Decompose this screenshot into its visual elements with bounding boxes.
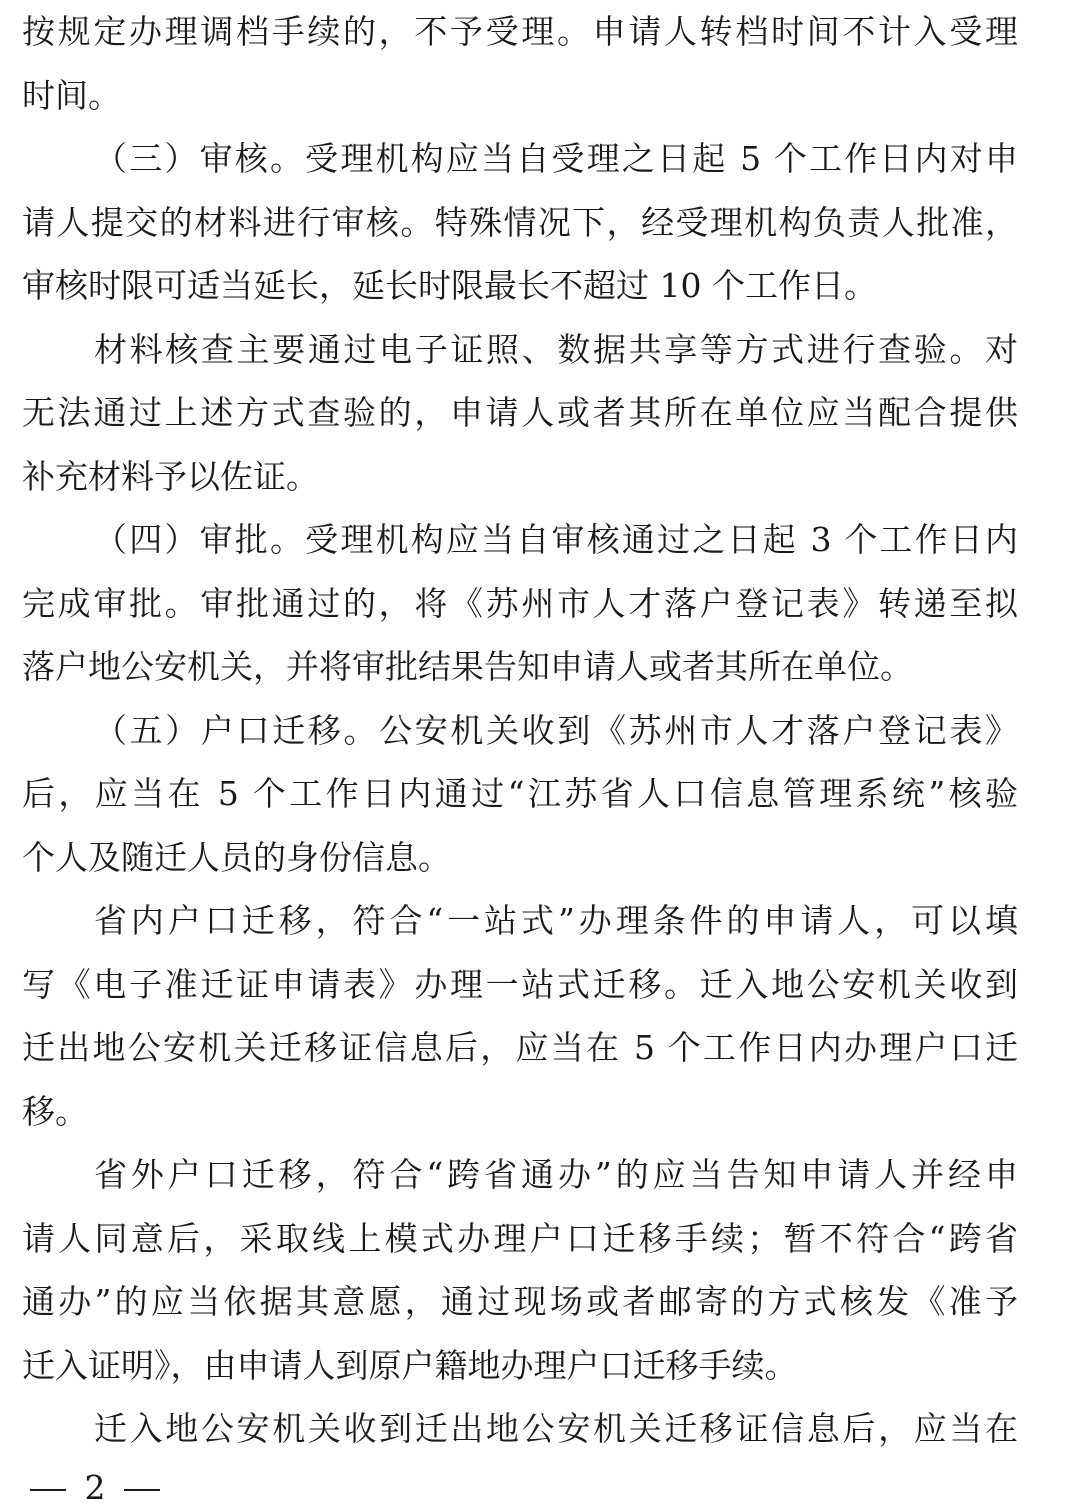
document-body xyxy=(22,0,1018,1461)
text-line: 补充材料予以佐证。 xyxy=(22,456,319,496)
text-line: 迁入地公安机关收到迁出地公安机关迁移证信息后，应当在 xyxy=(94,1409,1018,1448)
left-dash xyxy=(30,1489,66,1491)
text-line: （五）户口迁移。公安机关收到《苏州市人才落户登记表》 xyxy=(94,710,1018,750)
text-line: 无法通过上述方式查验的，申请人或者其所在单位应当配合提供 xyxy=(22,393,1018,432)
text-line: （四）审批。受理机构应当自审核通过之日起 3 个工作日内 xyxy=(94,520,1018,559)
text-line: 审核时限可适当延长，延长时限最长不超过 10 个工作日。 xyxy=(22,266,877,305)
text-line: 请人提交的材料进行审核。特殊情况下，经受理机构负责人批准， xyxy=(22,202,1018,242)
page-footer xyxy=(22,1466,168,1510)
text-line: 迁入证明》，由申请人到原户籍地办理户口迁移手续。 xyxy=(22,1345,798,1385)
text-line: 移。 xyxy=(22,1091,88,1131)
right-dash xyxy=(124,1489,160,1491)
text-line: 材料核查主要通过电子证照、数据共享等方式进行查验。对 xyxy=(94,329,1018,369)
text-line: 时间。 xyxy=(22,75,121,115)
page-number: 2 xyxy=(84,1468,106,1507)
text-line: （三）审核。受理机构应当自受理之日起 5 个工作日内对申 xyxy=(94,139,1018,178)
text-line: 写《电子准迁证申请表》办理一站式迁移。迁入地公安机关收到 xyxy=(22,964,1018,1004)
text-line: 按规定办理调档手续的，不予受理。申请人转档时间不计入受理 xyxy=(22,12,1018,51)
text-line: 迁出地公安机关迁移证信息后，应当在 5 个工作日内办理户口迁 xyxy=(22,1028,1018,1067)
text-line: 通办”的应当依据其意愿，通过现场或者邮寄的方式核发《准予 xyxy=(22,1282,1018,1321)
text-line: 个人及随迁人员的身份信息。 xyxy=(22,837,451,877)
text-line: 落户地公安机关，并将审批结果告知申请人或者其所在单位。 xyxy=(22,647,913,686)
text-line: 省内户口迁移，符合“一站式”办理条件的申请人，可以填 xyxy=(94,901,1018,940)
text-line: 请人同意后，采取线上模式办理户口迁移手续；暂不符合“跨省 xyxy=(22,1218,1018,1258)
text-line: 完成审批。审批通过的，将《苏州市人才落户登记表》转递至拟 xyxy=(22,583,1018,623)
text-line: 省外户口迁移，符合“跨省通办”的应当告知申请人并经申 xyxy=(94,1155,1018,1194)
text-line: 后，应当在 5 个工作日内通过“江苏省人口信息管理系统”核验 xyxy=(22,774,1018,813)
